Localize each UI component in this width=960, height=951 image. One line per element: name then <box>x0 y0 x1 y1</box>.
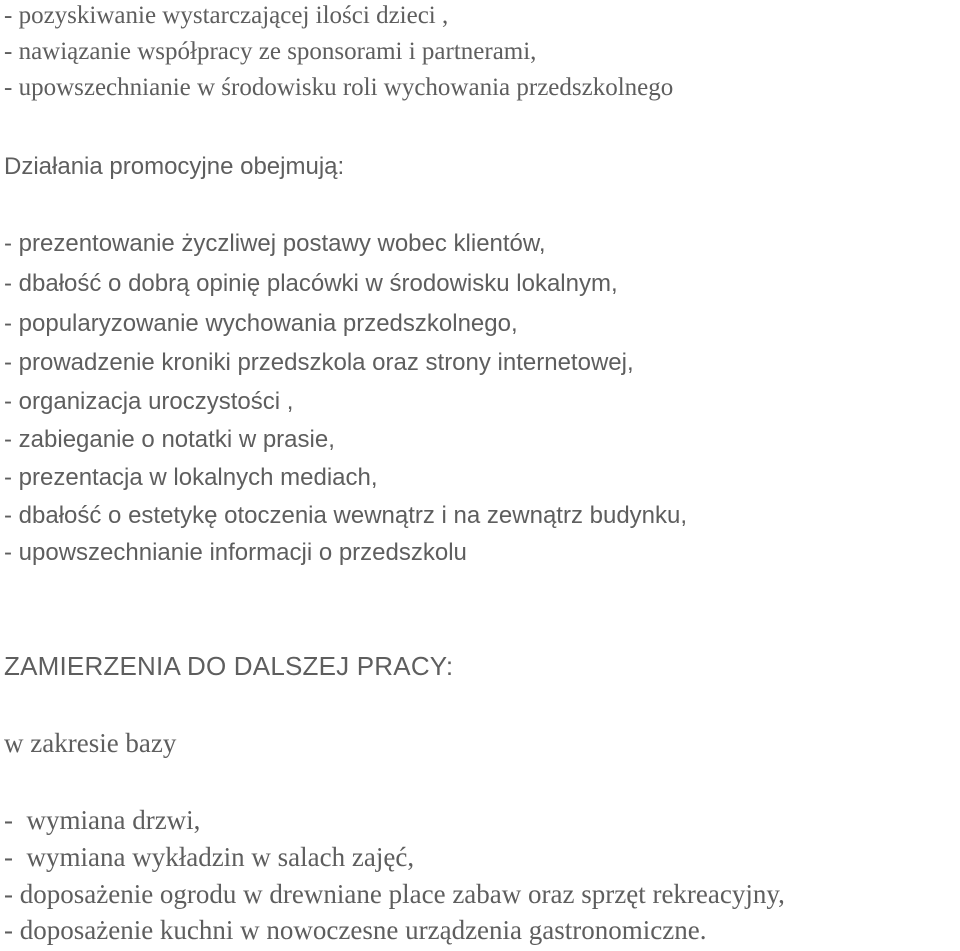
promotion-item-6: - zabieganie o notatki w prasie, <box>4 426 335 453</box>
promotion-item-5: - organizacja uroczystości , <box>4 388 294 415</box>
promotion-item-2: - dbałość o dobrą opinię placówki w środowisku lokalnym, <box>4 270 618 297</box>
goal-item-1: - pozyskiwanie wystarczającej ilości dzieci , <box>4 2 449 29</box>
plans-item-4: - doposażenie kuchni w nowoczesne urządzenia gastronomiczne. <box>4 915 707 945</box>
promotion-item-3: - popularyzowanie wychowania przedszkolnego, <box>4 310 518 337</box>
plans-subheading: w zakresie bazy <box>4 728 177 758</box>
promotion-item-1: - prezentowanie życzliwej postawy wobec klientów, <box>4 230 546 257</box>
plans-heading: ZAMIERZENIA DO DALSZEJ PRACY: <box>4 651 454 681</box>
plans-item-3: - doposażenie ogrodu w drewniane place zabaw oraz sprzęt rekreacyjny, <box>4 879 785 909</box>
promotion-heading: Działania promocyjne obejmują: <box>4 153 345 180</box>
plans-item-1: - wymiana drzwi, <box>4 805 201 835</box>
goal-item-2: - nawiązanie współpracy ze sponsorami i partnerami, <box>4 38 537 65</box>
goal-item-3: - upowszechnianie w środowisku roli wychowania przedszkolnego <box>4 74 674 101</box>
promotion-item-9: - upowszechnianie informacji o przedszkolu <box>4 539 467 566</box>
promotion-item-4: - prowadzenie kroniki przedszkola oraz strony internetowej, <box>4 349 634 376</box>
plans-item-2: - wymiana wykładzin w salach zajęć, <box>4 842 415 872</box>
promotion-item-8: - dbałość o estetykę otoczenia wewnątrz i na zewnątrz budynku, <box>4 502 688 529</box>
promotion-item-7: - prezentacja w lokalnych mediach, <box>4 464 378 491</box>
